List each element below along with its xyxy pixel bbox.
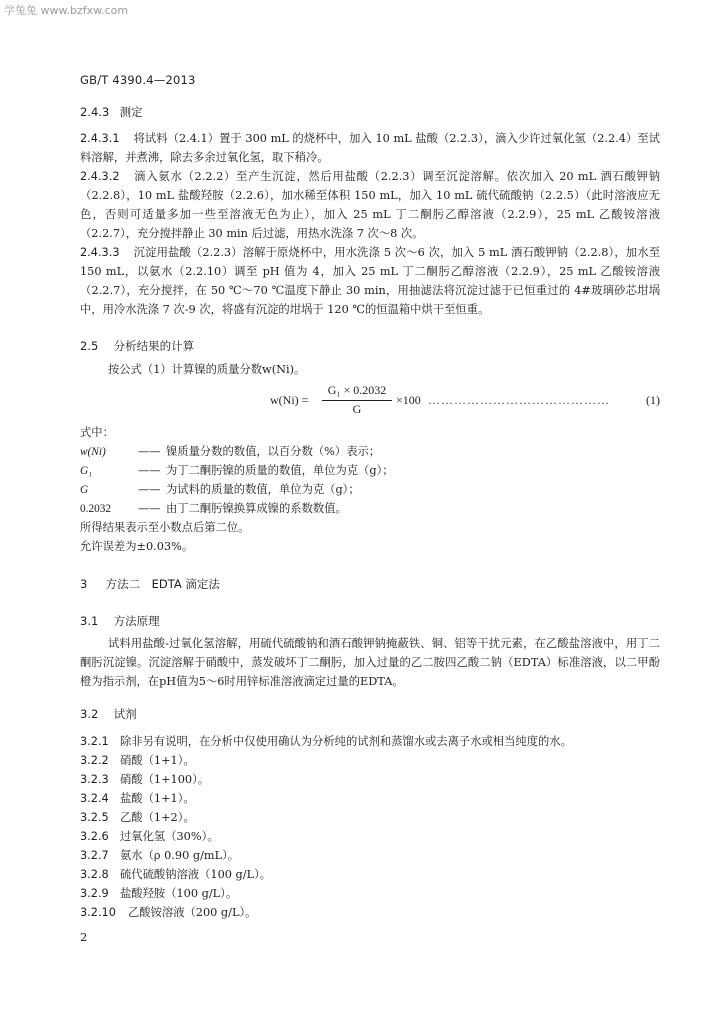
reagent-text: 氨水（ρ 0.90 g/mL）。	[120, 849, 240, 862]
section-number: 2.4.3	[80, 105, 110, 119]
variable-dash: ——	[138, 502, 161, 515]
variable-description: 为试料的质量的数值，单位为克（g）；	[166, 483, 360, 496]
reagent-item	[80, 903, 256, 922]
section-number: 3.1	[80, 614, 99, 628]
formula-lhs: w(Ni) =	[270, 393, 309, 407]
section-number: 3.2	[80, 707, 99, 721]
reagent-item	[80, 751, 195, 770]
reagent-number: 3.2.6	[80, 830, 109, 843]
reagent-item	[80, 770, 209, 789]
reagent-item	[80, 884, 237, 903]
reagent-number: 3.2.4	[80, 792, 109, 805]
variable-symbol: G₁	[80, 465, 93, 477]
reagent-number: 3.2.10	[80, 906, 116, 919]
watermark: 学兔兔 www.bzfxw.com	[4, 4, 129, 17]
reagent-number: 3.2.3	[80, 773, 109, 786]
section-3-2-heading	[80, 706, 137, 722]
page-number: 2	[80, 930, 88, 944]
reagent-item	[80, 865, 271, 884]
variable-definition	[80, 462, 394, 478]
formula-multiplier: ×100	[396, 393, 421, 407]
variable-symbol: G	[80, 484, 89, 496]
reagent-item	[80, 808, 195, 827]
reagent-item	[80, 846, 239, 865]
result-precision-text: 所得结果表示至小数点后第二位。	[80, 521, 250, 534]
tolerance-note	[80, 538, 193, 554]
reagent-number: 3.2.2	[80, 754, 109, 767]
reagent-text: 硫代硫酸钠溶液（100 g/L）。	[120, 868, 272, 881]
result-precision-note	[80, 519, 249, 535]
reagent-number: 3.2.7	[80, 849, 109, 862]
reagent-number: 3.2.5	[80, 811, 109, 824]
standard-code-header: GB/T 4390.4—2013	[80, 73, 196, 87]
section-3-1-heading	[80, 613, 160, 629]
section-number: 3	[80, 577, 88, 591]
variable-definition	[80, 481, 360, 497]
section-2-4-3-heading	[80, 104, 143, 120]
reagent-text: 硝酸（1+100）。	[120, 773, 210, 786]
section-number: 2.5	[80, 339, 99, 353]
variable-description: 为丁二酮肟镍的质量的数值，单位为克（g）；	[166, 464, 394, 477]
reagent-text: 除非另有说明，在分析中仅使用确认为分析纯的试剂和蒸馏水或去离子水或相当纯度的水。	[120, 735, 572, 748]
variable-definition	[80, 443, 380, 459]
variable-description: 镍质量分数的数值，以百分数（%）表示；	[166, 445, 381, 458]
method-principle-text: 试料用盐酸-过氧化氢溶解，用硫代硫酸钠和酒石酸钾钠掩蔽铁、铜、铝等干扰元素，在乙酸盐溶液中，用丁二酮肟沉淀镍。沉淀溶解于硝酸中，蒸发破坏丁二酮肟，加入过量的乙二胺四乙酸二钠（EDTA）标准溶液，以二甲酚橙为指示剂，在pH值为5～6时用锌标准溶液滴定过量的EDTA。	[80, 637, 660, 688]
reagent-number: 3.2.9	[80, 887, 109, 900]
reagent-item	[80, 789, 195, 808]
variable-symbol: w(Ni)	[80, 446, 106, 458]
tolerance-text: 允许误差为±0.03%。	[80, 540, 194, 553]
formula-denominator: G	[352, 402, 362, 416]
method-principle-paragraph	[80, 634, 660, 691]
reagent-item	[80, 827, 219, 846]
reagent-text: 乙酸铵溶液（200 g/L）。	[128, 906, 257, 919]
variable-description: 由丁二酮肟镍换算成镍的系数数值。	[166, 502, 347, 515]
variable-dash: ——	[138, 483, 161, 496]
formula-1	[270, 383, 660, 419]
section-title: 方法二 EDTA 滴定法	[105, 577, 220, 591]
clause-text: 沉淀用盐酸（2.2.3）溶解于原烧杯中，用水洗涤 5 次～6 次，加入 5 mL 酒石酸钾钠（2.2.8），加水至 150 mL，以氨水（2.2.10）调至 pH 值为 4，加入 25 mL 丁二酮肟乙醇溶液（2.2.9），25 mL 乙酸铵溶液（2.2.7），充分搅拌，在 50 ℃～70 ℃温度下静止 30 min，用抽滤法将沉淀过滤于已恒重过的 4#玻璃砂芯坩埚中，用冷水洗涤 7 次-9 次，将盛有沉淀的坩埚于 120 ℃的恒温箱中烘干至恒重。	[80, 246, 660, 316]
clause-number: 2.4.3.3	[80, 246, 120, 259]
section-title: 分析结果的计算	[113, 339, 195, 353]
variable-definition	[80, 500, 347, 516]
variable-symbol: 0.2032	[80, 503, 112, 515]
clause-2-4-3-2	[80, 167, 660, 243]
variable-dash: ——	[138, 445, 161, 458]
section-title: 试剂	[113, 707, 137, 721]
reagent-text: 盐酸羟胺（100 g/L）。	[120, 887, 238, 900]
clause-number: 2.4.3.2	[80, 170, 120, 183]
calculation-intro-text: 按公式（1）计算镍的质量分数w(Ni)。	[108, 363, 306, 376]
clause-text: 将试料（2.4.1）置于 300 mL 的烧杯中，加入 10 mL 盐酸（2.2.3），滴入少许过氧化氢（2.2.4）至试料溶解，并煮沸，除去多余过氧化氢，取下稍冷。	[80, 132, 660, 164]
calculation-intro	[80, 360, 688, 379]
reagent-number: 3.2.8	[80, 868, 109, 881]
reagent-text: 过氧化氢（30%）。	[120, 830, 219, 843]
section-2-5-heading	[80, 338, 194, 354]
reagent-number: 3.2.1	[80, 735, 109, 748]
reagent-item	[80, 732, 572, 751]
clause-number: 2.4.3.1	[80, 132, 120, 145]
clause-text: 滴入氨水（2.2.2）至产生沉淀，然后用盐酸（2.2.3）调至沉淀溶解。依次加入 20 mL 酒石酸钾钠（2.2.8），10 mL 盐酸羟胺（2.2.6），加水稀至体积 150 mL，加入 10 mL 硫代硫酸钠（2.2.5）（此时溶液应无色，否则可适量多加一些至溶液无色为止），加入 25 mL 丁二酮肟乙醇溶液（2.2.9），25 mL 乙酸铵溶液（2.2.7），充分搅拌静止 30 min 后过滤，用热水洗涤 7 次～8 次。	[80, 170, 660, 240]
formula-equation-number: (1)	[646, 393, 660, 407]
section-3-heading	[80, 576, 220, 592]
formula-numerator: G₁ × 0.2032	[322, 383, 392, 401]
where-label-text: 式中：	[80, 426, 114, 439]
variable-dash: ——	[138, 464, 161, 477]
where-label	[80, 424, 114, 440]
formula-fraction	[322, 383, 392, 417]
formula-leader-dots: ……………………………………	[428, 393, 610, 407]
clause-2-4-3-3	[80, 243, 660, 319]
section-title: 测定	[119, 105, 143, 119]
section-title: 方法原理	[113, 614, 160, 628]
reagent-text: 乙酸（1+2）。	[120, 811, 195, 824]
reagent-text: 硝酸（1+1）。	[120, 754, 195, 767]
clause-2-4-3-1	[80, 129, 660, 167]
reagent-text: 盐酸（1+1）。	[120, 792, 195, 805]
